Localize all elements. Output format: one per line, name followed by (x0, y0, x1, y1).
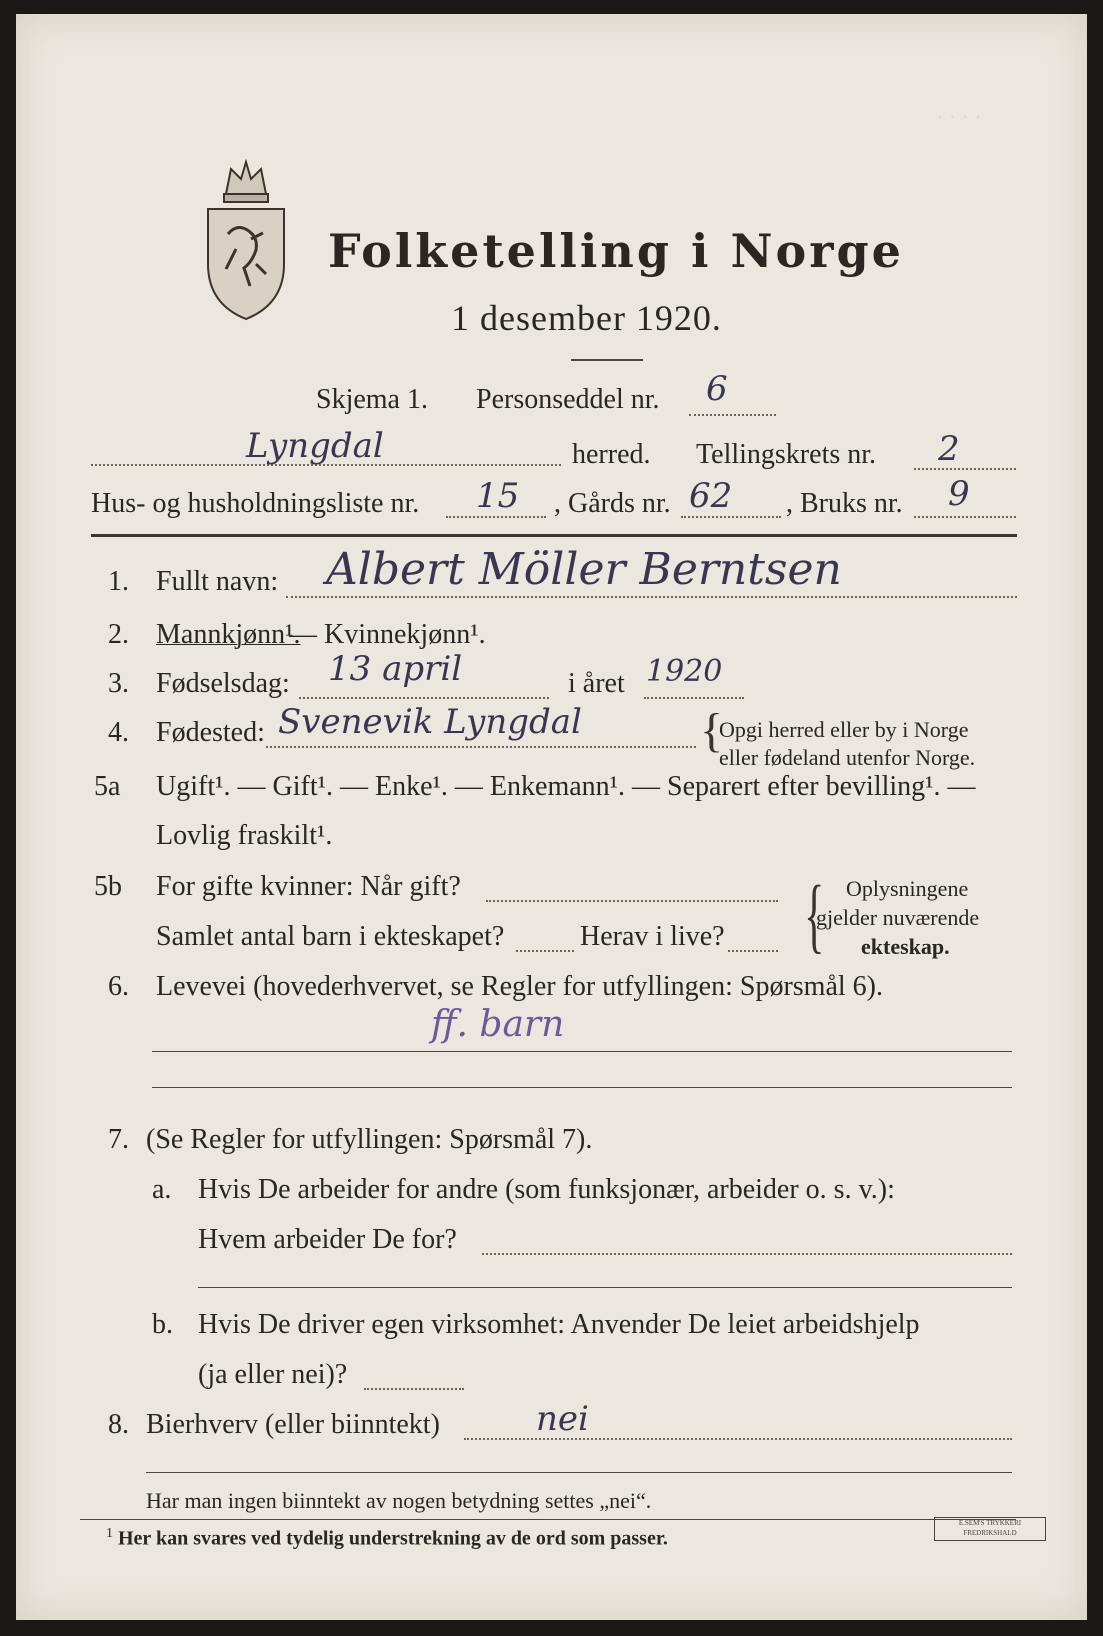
q7b-question: Hvis De driver egen virksomhet: Anvender De leiet arbeidshjelp (198, 1309, 920, 1340)
herred-value: Lyngdal (246, 426, 384, 466)
schema-label: Skjema 1. (316, 384, 428, 415)
header-divider (91, 534, 1017, 537)
mannkjonn-option: Mannkjønn¹. (156, 619, 301, 650)
tellingskrets-value: 2 (938, 429, 960, 469)
q7a-hvem-label: Hvem arbeider De for? (198, 1224, 457, 1255)
fodselsdag-label: Fødselsdag: (156, 668, 290, 699)
q7a-question: Hvis De arbeider for andre (som funksjonær, arbeider o. s. v.): (198, 1174, 895, 1205)
husholdningsliste-value: 15 (476, 476, 520, 516)
levevei-label: Levevei (hovederhvervet, se Regler for utfyllingen: Spørsmål 6). (156, 971, 883, 1002)
footnote: $^1$ Her kan svares ved tydelig understrekning av de ord som passer. (106, 1526, 668, 1550)
tellingskrets-label: Tellingskrets nr. (696, 439, 877, 470)
oplysningene-note-2: gjelder nuværende (816, 905, 980, 930)
bierhverv-note: Har man ingen biinntekt av nogen betydning settes „nei“. (146, 1488, 652, 1513)
fodested-value: Svenevik Lyngdal (278, 702, 582, 742)
gards-label: , Gårds nr. (554, 488, 671, 519)
fodselsdag-value: 13 april (328, 649, 463, 689)
samlet-barn-label: Samlet antal barn i ekteskapet? (156, 921, 505, 952)
oplysningene-note-1: Oplysningene (846, 876, 969, 901)
husholdningsliste-label: Hus- og husholdningsliste nr. (91, 488, 420, 519)
form-title: Folketelling i Norge (328, 224, 904, 278)
bierhverv-value: nei (536, 1399, 589, 1439)
naar-gift-label: For gifte kvinner: Når gift? (156, 871, 461, 902)
sivilstand-options: Ugift¹. — Gift¹. — Enke¹. — Enkemann¹. — Separert efter bevilling¹. — (156, 771, 976, 802)
gards-value: 62 (689, 476, 733, 516)
aaret-value: 1920 (646, 654, 723, 689)
personseddel-value: 6 (706, 369, 728, 409)
fodested-note-line1: Opgi herred eller by i Norge (719, 717, 969, 742)
kvinnekjonn-option: — Kvinnekjønn¹. (289, 619, 486, 650)
form-date: 1 desember 1920. (451, 298, 722, 338)
q7-intro: (Se Regler for utfyllingen: Spørsmål 7). (146, 1124, 593, 1155)
bierhverv-label: Bierhverv (eller biinntekt) (146, 1409, 440, 1440)
fullt-navn-value: Albert Möller Berntsen (326, 544, 842, 595)
herred-label: herred. (572, 439, 651, 470)
aaret-label: i året (568, 668, 625, 699)
bruks-label: , Bruks nr. (786, 488, 903, 519)
census-form-page: · · · · Folketelling i Norge 1 desember 1920. Skjema 1. Personseddel nr. 6 Lyngdal herred. Tellingskrets nr. 2 Hus- og husholdningsliste nr. 15 , Gårds nr. 62 , Bruks nr. 9 1. Fullt navn: Albert Möller Berntsen 2. Mannkjønn¹. — Kvinnekjønn¹. 3. Fødselsdag: 13 april i året 1920 4. Fødested: Svenevik Lyngdal { Opgi herred eller by i Norge eller fødeland utenfor Norge. 5a Ugift¹. — Gift¹. — Enke¹. — Enkemann¹. — Separert efter bevilling¹. — Lovlig fraskilt¹. 5b For gifte kvinner: Når gift? Samlet antal barn i ekteskapet? Herav i live? { Oplysningene gjelder nuværende ekteskap. 6. Levevei (hovederhvervet, se Regler for utfyllingen: Spørsmål 6). ff. barn 7. (Se Regler for utfyllingen: Spørsmål 7). a. Hvis De arbeider for andre (som funksjonær, arbeider o. s. v.): Hvem arbeider De for? b. Hvis De driver egen virksomhet: Anvender De leiet arbeidshjelp (ja eller nei)? 8. Bierhverv (eller biinntekt) nei Har man ingen biinntekt av nogen betydning settes „nei“. $^1$ Her kan svares ved tydelig understrekning av de ord som passer. E.SEM'S TRYKKERI FREDRIKSHALD (16, 14, 1087, 1620)
fodested-note-line2: eller fødeland utenfor Norge. (719, 745, 976, 770)
personseddel-label: Personseddel nr. (476, 384, 660, 415)
norwegian-coat-of-arms-icon (196, 154, 296, 324)
fodested-label: Fødested: (156, 717, 265, 748)
q7b-ja-eller-nei: (ja eller nei)? (198, 1359, 348, 1390)
herav-i-live-label: Herav i live? (580, 921, 725, 952)
fullt-navn-label: Fullt navn: (156, 566, 279, 597)
oplysningene-note-3: ekteskap. (861, 934, 950, 959)
levevei-value: ff. barn (431, 1004, 565, 1045)
bruks-value: 9 (948, 474, 970, 514)
title-divider (571, 359, 643, 361)
printer-stamp: E.SEM'S TRYKKERI FREDRIKSHALD (934, 1517, 1046, 1541)
sivilstand-options-cont: Lovlig fraskilt¹. (156, 820, 333, 851)
